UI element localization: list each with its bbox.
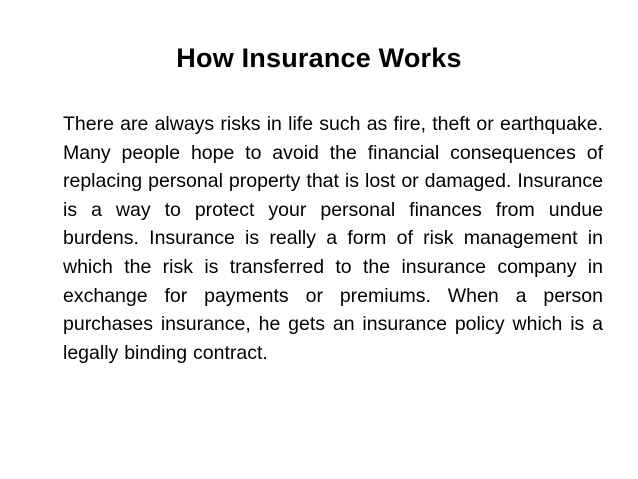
slide-title: How Insurance Works: [176, 43, 462, 73]
slide-body-text: There are always risks in life such as fire, theft or earthquake. Many people hope to avoid the financial consequences of replacing personal property that is lost or damaged. Insurance is a way to protect your personal finances from undue burdens. Insurance is really a form of risk management in which the risk is transferred to the insurance company in exchange for payments or premiums. When a person purchases insurance, he gets an insurance policy which is a legally binding contract.: [63, 113, 603, 364]
